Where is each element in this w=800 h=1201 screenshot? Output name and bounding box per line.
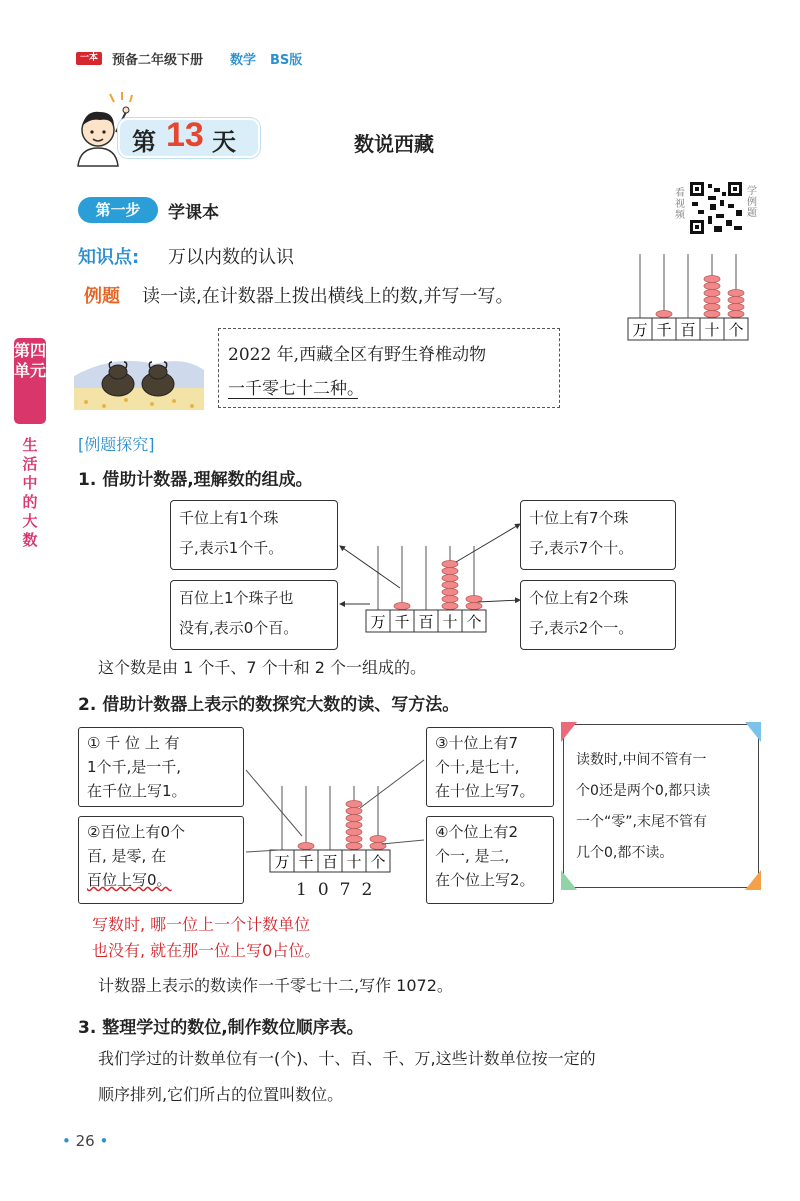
abacus-bead	[704, 311, 720, 318]
box-line: 子,表示2个一。	[529, 619, 634, 637]
unit-topic: 生活中的大数	[22, 436, 38, 549]
step-badge: 第一步	[78, 197, 158, 223]
yak-illustration-icon	[74, 336, 204, 414]
abacus-bead	[704, 290, 720, 297]
abacus-bead	[656, 311, 672, 318]
day-suffix: 天	[212, 128, 236, 156]
box-line: 没有,表示0个百。	[179, 619, 299, 637]
box-line: 个位上有2个珠	[529, 589, 629, 607]
section-1-heading: 1. 借助计数器,理解数的组成。	[78, 470, 313, 490]
abacus-place-label: 十	[704, 321, 720, 339]
tip-line: 几个0,都不读。	[576, 845, 674, 861]
publisher-logo: 一本	[76, 52, 102, 65]
abacus-place-label: 百	[418, 613, 434, 631]
step-title: 学课本	[168, 203, 219, 223]
abacus-bead	[704, 304, 720, 311]
box-line: 千位上有1个珠	[179, 509, 279, 527]
box-line: ②百位上有0个	[87, 823, 185, 841]
abacus-place-label: 十	[442, 613, 458, 631]
day-number: 13	[166, 116, 204, 154]
abacus-place-label: 百	[322, 853, 338, 871]
qr-caption-right: 学例题	[747, 186, 757, 219]
section-3-heading: 3. 整理学过的数位,制作数位顺序表。	[78, 1018, 364, 1038]
box-line: ③十位上有7	[435, 734, 518, 752]
box-line: 百位上1个珠子也	[179, 589, 294, 607]
knowledge-text: 万以内数的认识	[168, 247, 294, 268]
box-line: 个十,是七十,	[435, 758, 520, 776]
box-line: 子,表示7个十。	[529, 539, 634, 557]
abacus-bead	[704, 297, 720, 304]
abacus-place-label: 个	[466, 613, 482, 631]
box-line: 1个千,是一千,	[87, 758, 182, 776]
box-line: ④个位上有2	[435, 823, 518, 841]
abacus-place-label: 万	[370, 613, 386, 631]
page-number-text: 26	[75, 1132, 95, 1150]
unit-tab: 第四单元	[14, 338, 46, 424]
box-line: 个一, 是二,	[435, 847, 510, 865]
abacus-place-label: 个	[370, 853, 386, 871]
abacus-bead	[728, 297, 744, 304]
book-grade: 预备二年级下册	[112, 53, 204, 68]
page-number	[62, 1132, 108, 1150]
lesson-title: 数说西藏	[354, 132, 434, 156]
abacus-place-label: 千	[656, 321, 672, 339]
writing-rule-line-1: 写数时, 哪一位上一个计数单位	[92, 915, 311, 934]
example-prompt: 读一读,在计数器上拨出横线上的数,并写一写。	[142, 286, 514, 307]
thousands-reading-box	[78, 727, 244, 807]
book-edition: BS版	[270, 53, 303, 68]
abacus-bead	[704, 276, 720, 283]
tip-line: 一个“零”,末尾不管有	[576, 814, 707, 830]
tip-line: 读数时,中间不管有一	[576, 752, 707, 768]
hundreds-explanation	[170, 580, 338, 650]
tens-reading-box	[426, 727, 554, 807]
section-2-heading: 2. 借助计数器上表示的数探究大数的读、写方法。	[78, 695, 460, 715]
box-line: 在千位上写1。	[87, 782, 187, 800]
example-box-line-1: 2022 年,西藏全区有野生脊椎动物	[228, 345, 487, 365]
abacus-place-label: 千	[394, 613, 410, 631]
knowledge-label: 知识点:	[78, 247, 140, 268]
box-line: 在十位上写7。	[435, 782, 535, 800]
abacus-bead	[728, 311, 744, 318]
section-1-summary: 这个数是由 1 个千、7 个十和 2 个一组成的。	[98, 658, 426, 677]
connector-arrows	[330, 520, 530, 630]
tip-line: 个0还是两个0,都只读	[576, 783, 711, 799]
box-line: 百位上写0。	[87, 871, 172, 889]
box-line: ① 千 位 上 有	[87, 734, 180, 752]
writing-rule-line-2: 也没有, 就在那一位上写0占位。	[92, 941, 321, 960]
number-digits: 1072	[296, 880, 384, 900]
example-box-line-2: 一千零七十二种。	[228, 379, 364, 399]
abacus-place-label: 万	[632, 321, 648, 339]
explore-label: [例题探究]	[78, 435, 155, 454]
page-dot-icon: •	[62, 1132, 71, 1150]
hundreds-reading-box	[78, 816, 244, 904]
abacus-place-label: 千	[298, 853, 314, 871]
page-dot-icon: •	[99, 1132, 109, 1150]
abacus-place-label: 万	[274, 853, 290, 871]
tens-explanation	[520, 500, 676, 570]
book-subject: 数学	[230, 53, 257, 68]
abacus-place-label: 个	[728, 321, 744, 339]
abacus-place-label: 十	[346, 853, 362, 871]
ones-reading-box	[426, 816, 554, 904]
section-3-line-1: 我们学过的计数单位有一(个)、十、百、千、万,这些计数单位按一定的	[98, 1049, 596, 1068]
qr-caption-left: 看视频	[675, 188, 685, 221]
box-line: 百, 是零, 在	[87, 847, 167, 865]
note-corner-decor	[559, 720, 763, 892]
section-2-summary: 计数器上表示的数读作一千零七十二,写作 1072。	[98, 976, 453, 995]
box-line: 在个位上写2。	[435, 871, 535, 889]
abacus-top	[626, 248, 766, 348]
abacus-place-label: 百	[680, 321, 696, 339]
answer-underline	[228, 398, 358, 399]
section-3-line-2: 顺序排列,它们所占的位置叫数位。	[98, 1085, 344, 1104]
abacus-bead	[728, 304, 744, 311]
qr-code-icon[interactable]	[688, 180, 744, 236]
thousands-explanation	[170, 500, 338, 570]
abacus-bead	[728, 290, 744, 297]
box-line: 子,表示1个千。	[179, 539, 284, 557]
abacus-bead	[704, 283, 720, 290]
example-label: 例题	[84, 286, 120, 307]
ones-explanation	[520, 580, 676, 650]
connector-lines	[240, 740, 430, 870]
day-prefix: 第	[132, 128, 156, 156]
box-line: 十位上有7个珠	[529, 509, 629, 527]
